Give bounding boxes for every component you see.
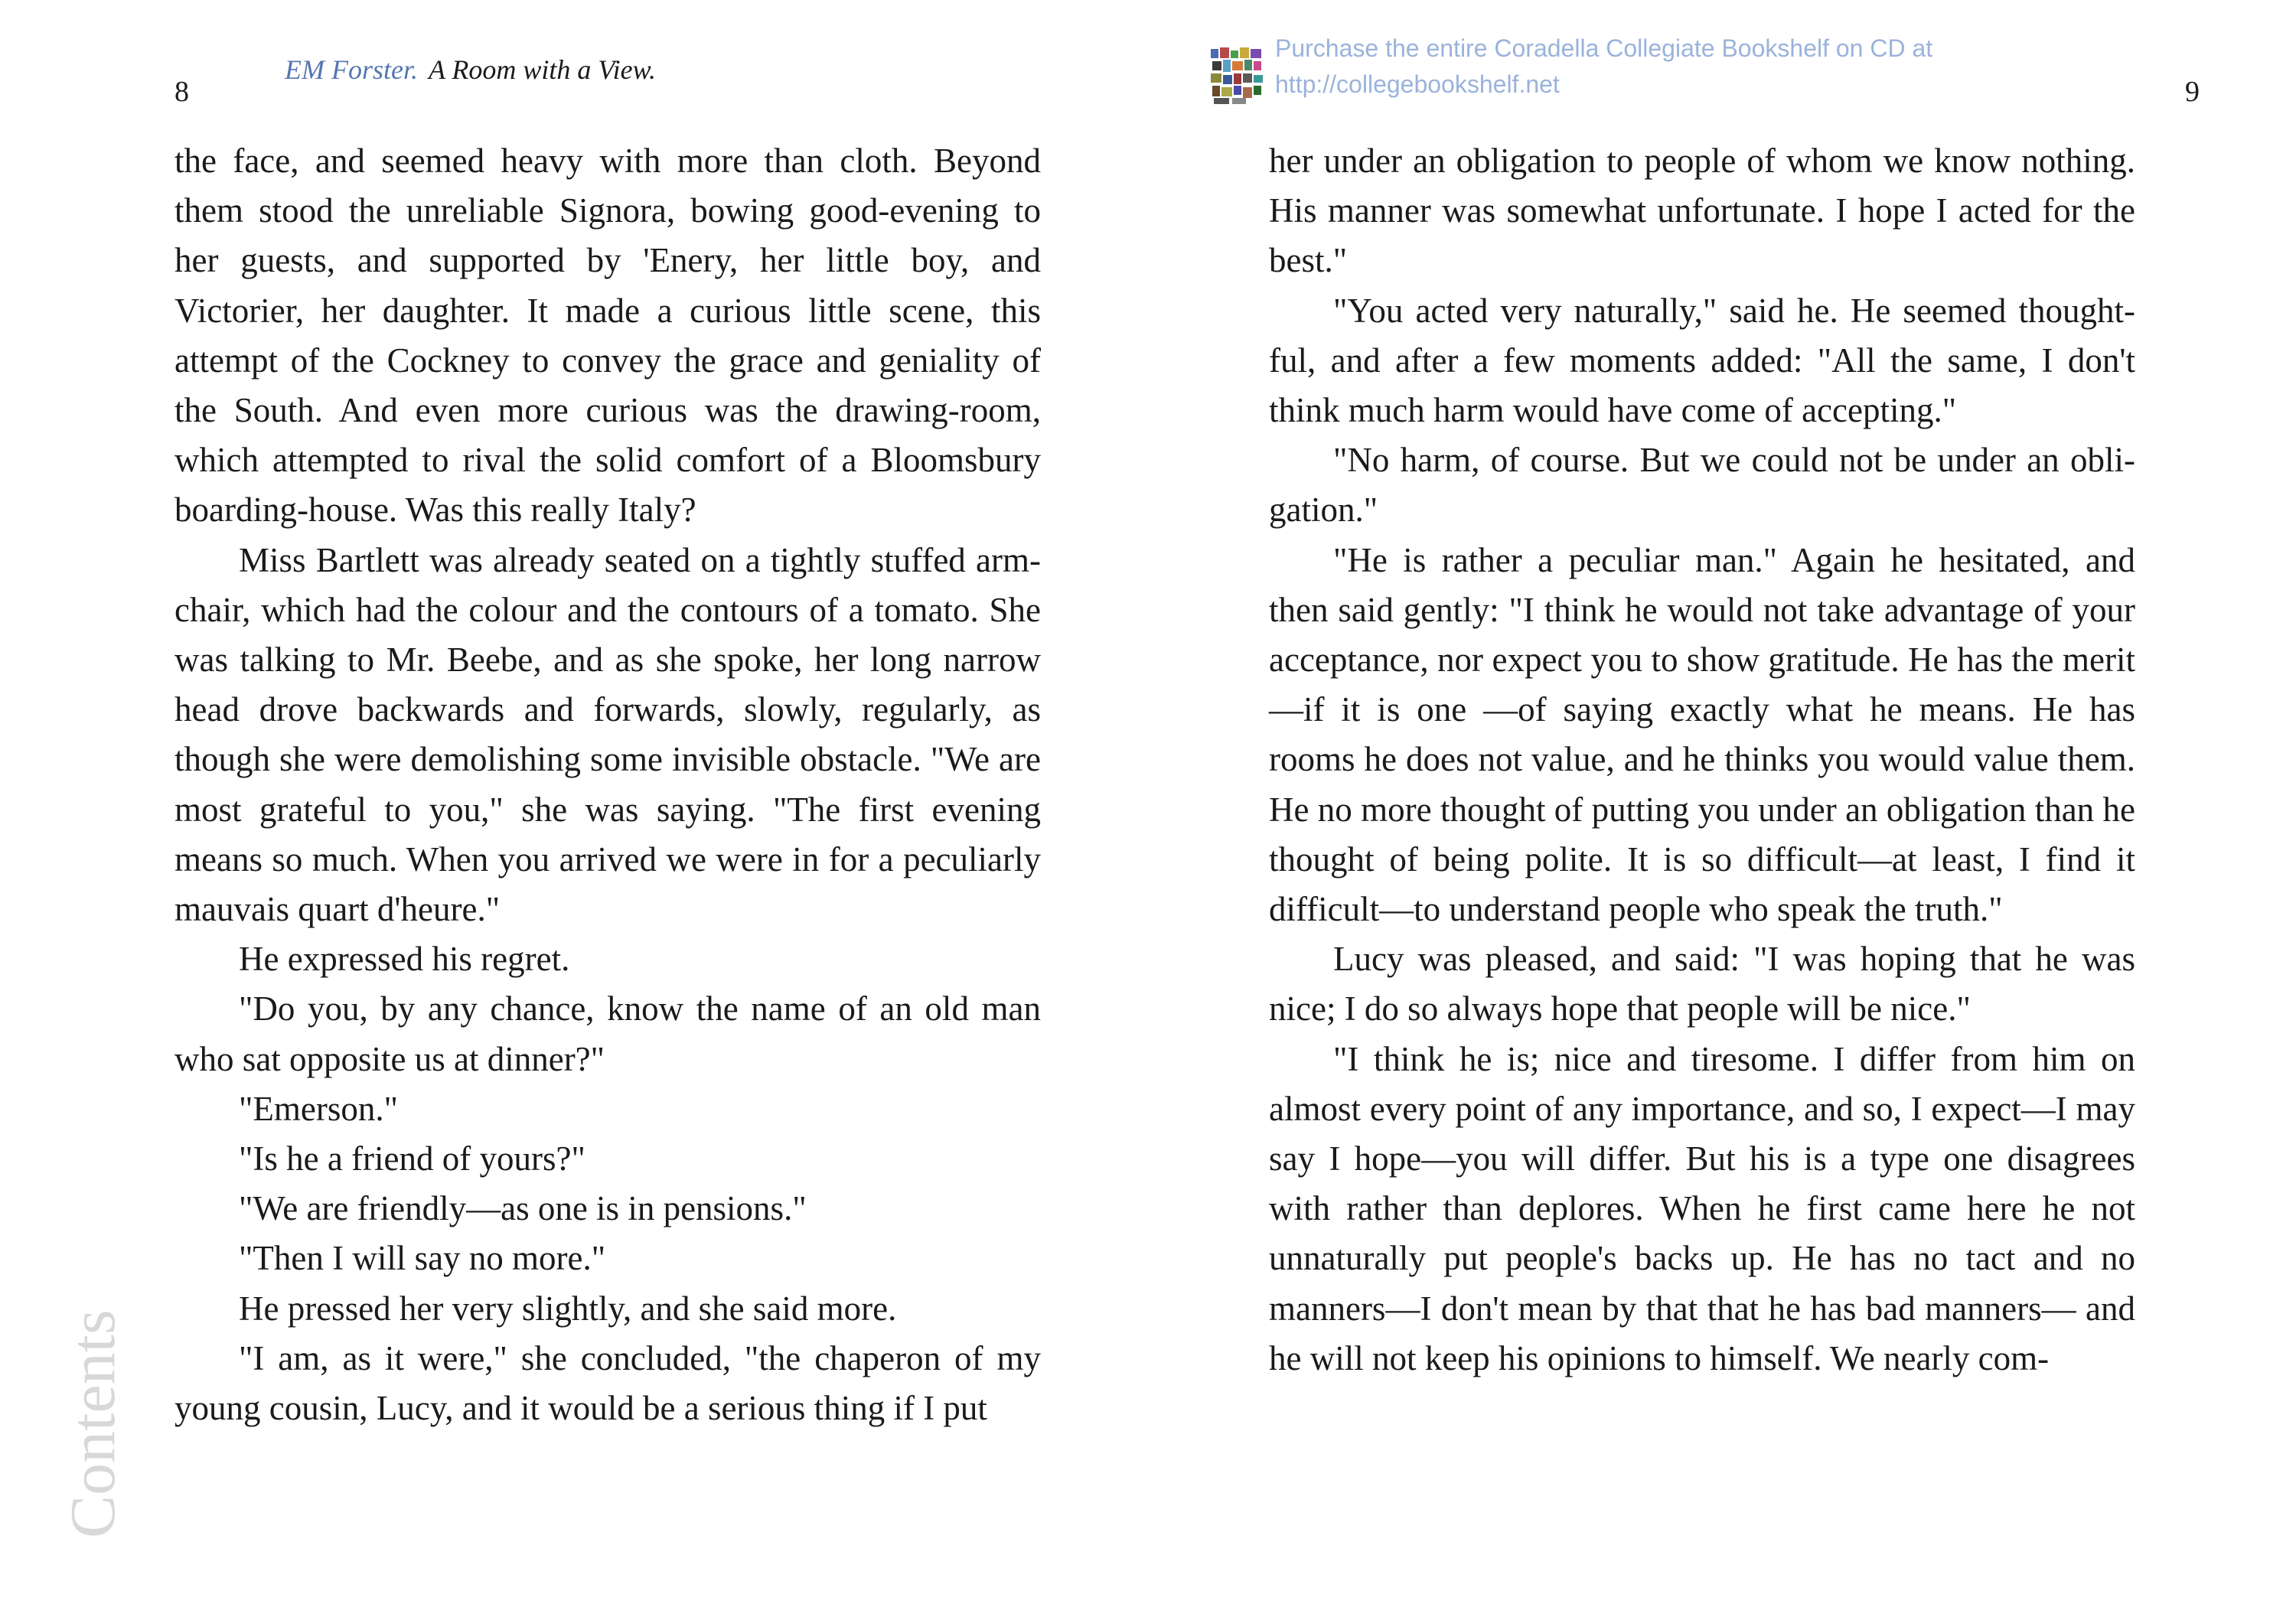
left-page-text [174,136,1041,1433]
paragraph: He expressed his regret. [239,940,570,979]
header-author: EM Forster. [285,54,418,85]
paragraph: the face, and seemed heavy with more than cloth. Beyond them stood the unreliable Signora, bowing good-evening to her guests, and supported by 'Enery, her little boy, and Victorier, her daughter. It made a curious little scene, this attempt of the Cockney to convey the grace and geniality of the South. And even more curious was the drawing-room, which attempted to rival the solid comfort of a Bloomsbury boarding-house. Was this really Italy? [174,142,1041,530]
right-page-text [1269,136,2135,1384]
paragraph: Lucy was pleased, and said: "I was hoping that he was nice; I do so always hope that people will be nice." [1269,940,2135,1028]
promo-text[interactable] [1275,31,1932,103]
paragraph: "I think he is; nice and tiresome. I differ from him on almost every point of any importance, and so, I expect—I may say I hope—you will differ. But his is a type one disagrees with rather than deplores. When he first came here he not unnaturally put people's backs up. He has no tact and no manners—I don't mean by that that he has bad manners— and he will not keep his opinions to himself. We nearly com- [1269,1039,2135,1377]
paragraph: "Is he a friend of yours?" [239,1139,585,1178]
page-number-right: 9 [2185,76,2200,108]
page-number-left: 8 [174,76,189,108]
paragraph: "He is rather a peculiar man." Again he hesitated, and then said gently: "I think he would not take advantage of your acceptance, nor expect you to show gratitude. He has the merit—if it is one —of saying exactly what he means. He has rooms he does not value, and he thinks you would value them. He no more thought of putting you under an obligation than he thought of being polite. It is so difficult—at least, I find it difficult—to understand people who speak the truth." [1269,540,2135,929]
paragraph: her under an obligation to people of whom we know nothing. His manner was somewhat unfortunate. I hope I acted for the best." [1269,142,2135,280]
paragraph: "Emerson." [239,1089,398,1128]
promo-line-1[interactable]: Purchase the entire Coradella Collegiate Bookshelf on CD at [1275,34,1933,62]
promo-banner[interactable] [1209,31,1932,106]
paragraph: He pressed her very slightly, and she said more. [239,1289,897,1328]
paragraph: "We are friendly—as one is in pensions." [239,1189,807,1228]
paragraph: Miss Bartlett was already seated on a tightly stuffed armchair, which had the colour and the contours of a tomato. She was talking to Mr. Beebe, and as she spoke, her long narrow head drove backwards and forwards, slowly, regularly, as though she were demolishing some invisible obstacle. "We are most grateful to you," she was saying. "The first evening means so much. When you arrived we were in for a peculiarly mauvais quart d'heure." [174,540,1041,929]
paragraph: "I am, as it were," she concluded, "the chaperon of my young cousin, Lucy, and it would be a serious thing if I put [174,1338,1041,1428]
header-title: A Room with a View. [429,54,656,85]
paragraph: "No harm, of course. But we could not be under an obligation." [1269,441,2135,530]
promo-link[interactable]: http://collegebookshelf.net [1275,70,1560,98]
running-header [285,54,656,86]
paragraph: "Do you, by any chance, know the name of an old man who sat opposite us at dinner?" [174,989,1041,1078]
bookshelf-cd-icon [1209,46,1264,106]
paragraph: "You acted very naturally," said he. He seemed thoughtful, and after a few moments added: "All the same, I don't think much harm would have come of accepting." [1269,291,2135,430]
right-page [1148,0,2296,1607]
paragraph: "Then I will say no more." [239,1239,606,1278]
contents-side-tab[interactable]: Contents [57,1309,129,1538]
